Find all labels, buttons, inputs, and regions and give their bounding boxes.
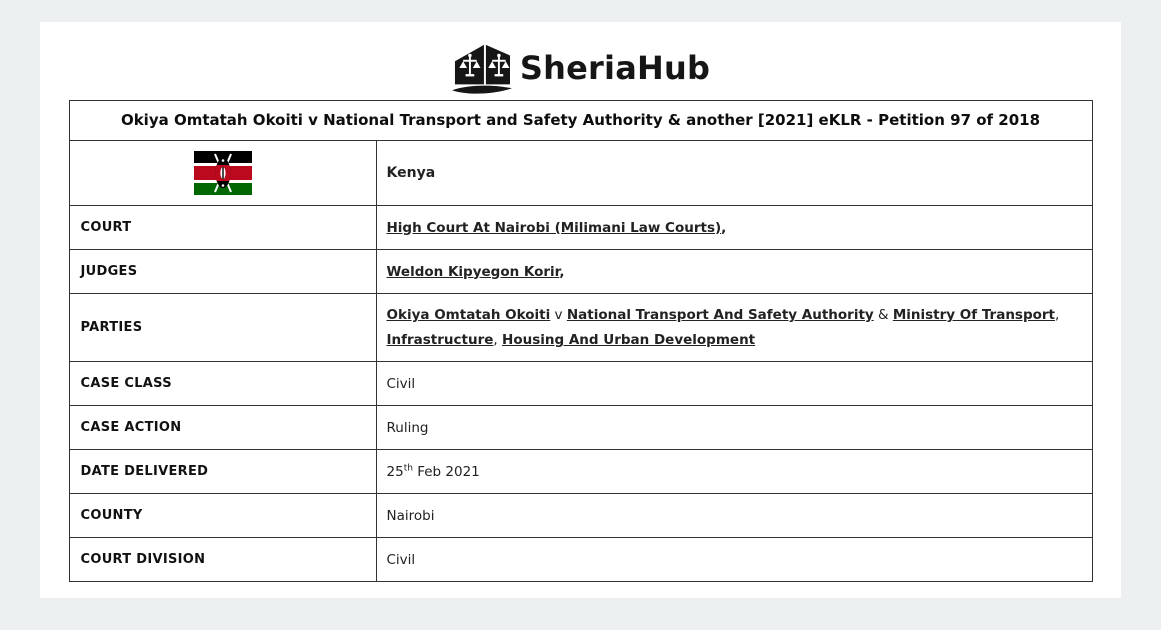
party-link[interactable]: Ministry Of Transport: [892, 307, 1056, 323]
parties-separator: ,: [493, 332, 503, 348]
date-delivered-value: [377, 450, 1092, 493]
judges-label: JUDGES: [70, 250, 377, 293]
parties-separator: v: [550, 307, 567, 323]
court-division-value: Civil: [386, 551, 416, 568]
judges-value: [377, 250, 1092, 293]
court-row: [70, 205, 1092, 249]
scales-of-justice-icon: [451, 40, 513, 96]
country-row: [70, 140, 1092, 205]
parties-row: [70, 293, 1092, 361]
date-ordinal: th: [403, 463, 413, 473]
case-class-label: CASE CLASS: [70, 362, 377, 405]
court-division-row: [70, 537, 1092, 581]
parties-value: [377, 294, 1092, 361]
party-link[interactable]: Infrastructure: [386, 332, 494, 348]
party-link[interactable]: Okiya Omtatah Okoiti: [386, 307, 551, 323]
brand-name: SheriaHub: [519, 49, 711, 87]
page-card: [40, 22, 1121, 598]
date-month-year: Feb 2021: [412, 463, 480, 480]
date-delivered-label: DATE DELIVERED: [70, 450, 377, 493]
parties-separator: &: [873, 307, 893, 323]
court-label: COURT: [70, 206, 377, 249]
case-action-label: CASE ACTION: [70, 406, 377, 449]
court-suffix: ,: [721, 219, 727, 236]
parties-separator: ,: [1055, 307, 1060, 323]
party-link[interactable]: Housing And Urban Development: [502, 332, 756, 348]
county-label: COUNTY: [70, 494, 377, 537]
country-flag-cell: [70, 141, 377, 205]
brand-logo[interactable]: [40, 40, 1121, 96]
case-action-value: Ruling: [386, 419, 429, 436]
judges-suffix: ,: [559, 263, 565, 280]
court-value: [377, 206, 1092, 249]
case-table: [69, 100, 1093, 582]
judge-link[interactable]: Weldon Kipyegon Korir: [386, 263, 560, 280]
court-division-label: COURT DIVISION: [70, 538, 377, 581]
parties-label: PARTIES: [70, 294, 377, 361]
kenya-flag-icon: [194, 151, 252, 195]
county-value: Nairobi: [386, 507, 435, 524]
country-name: Kenya: [386, 165, 436, 181]
case-class-value: Civil: [386, 375, 416, 392]
case-class-row: [70, 361, 1092, 405]
party-link[interactable]: National Transport And Safety Authority: [566, 307, 874, 323]
date-day: 25: [386, 463, 404, 480]
date-delivered-row: [70, 449, 1092, 493]
county-row: [70, 493, 1092, 537]
judges-row: [70, 249, 1092, 293]
court-link[interactable]: High Court At Nairobi (Milimani Law Courts): [386, 219, 722, 236]
case-action-row: [70, 405, 1092, 449]
case-title: Okiya Omtatah Okoiti v National Transport and Safety Authority & another [2021] eKLR - Petition 97 of 2018: [120, 111, 1041, 129]
